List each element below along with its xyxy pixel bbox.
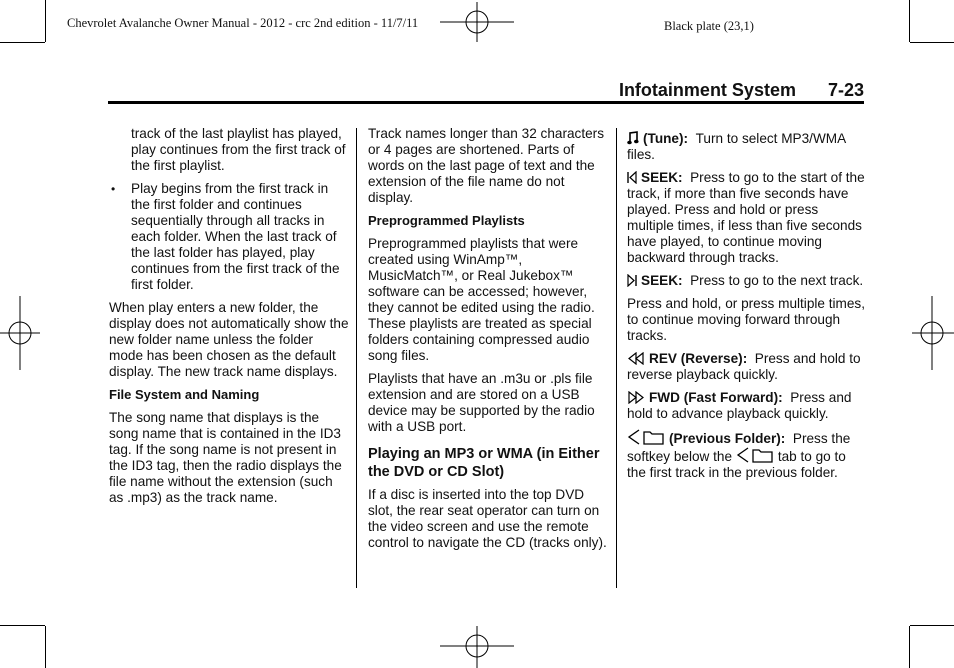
print-header-left: Chevrolet Avalanche Owner Manual - 2012 - crc 2nd edition - 11/7/11 [67,16,419,30]
crop-mark [910,625,954,626]
seek-back-label: SEEK: [641,170,683,185]
paragraph: When play enters a new folder, the display does not automatically show the new folder name unless the folder mode has been chosen as the default display. The new track name displays. [109,300,349,379]
fwd-label: FWD (Fast Forward): [649,390,783,405]
fast-forward-icon [627,391,645,404]
paragraph: track of the last playlist has played, play continues from the first track of the first playlist. [131,126,346,173]
previous-folder-icon [736,447,774,463]
crop-mark [0,42,45,43]
paragraph: The song name that displays is the song name that is contained in the ID3 tag. If the song name is not present in the ID3 tag, then the radio displays the file name without the extension (such as .mp3) as the track name. [109,410,342,505]
column-1 [109,126,349,513]
rev-label: REV (Reverse): [649,351,748,366]
rev-item [627,351,865,383]
section-heading: Playing an MP3 or WMA (in Either the DVD or CD Slot) [368,446,600,480]
fwd-item [627,390,865,422]
seek-forward-text: Press to go to the next track. [690,273,864,288]
column-divider [616,128,617,588]
subheading: File System and Naming [109,387,260,402]
title-rule [108,101,864,104]
previous-folder-text-b: tab to go to the first track in the previous folder. [627,449,846,480]
registration-mark [440,2,514,42]
seek-forward-item [627,273,865,289]
page-title [619,80,864,101]
paragraph: Track names longer than 32 characters or 4 pages are shortened. Parts of words on the last page of text and the extension of the file name do not display. [368,126,604,205]
paragraph: Preprogrammed playlists that were created using WinAmp™, MusicMatch™, or Real Jukebox™ software can be accessed; however, they cannot be edited using the radio. These playlists are treated as special folders containing compressed audio song files. [368,236,595,363]
registration-mark [440,626,514,668]
crop-mark [45,0,46,42]
previous-folder-icon [627,429,665,445]
column-divider [356,128,357,588]
bullet-mark: • [111,182,116,196]
column-3 [627,131,865,488]
column-2 [368,126,608,558]
print-header-right: Black plate (23,1) [664,19,754,33]
page-number: 7-23 [827,80,864,100]
seek-forward-icon [627,274,637,287]
paragraph: Playlists that have an .m3u or .pls file extension and are stored on a USB device may be supported by the radio with a USB port. [368,371,595,434]
crop-mark [45,626,46,668]
rewind-icon [627,352,645,365]
crop-mark [909,626,910,668]
previous-folder-label: (Previous Folder): [669,431,786,446]
seek-back-item [627,170,865,266]
registration-mark [912,296,954,370]
crop-mark [910,42,954,43]
subheading: Preprogrammed Playlists [368,213,525,228]
bullet-item [109,181,349,293]
seek-back-icon [627,171,637,184]
paragraph: Press and hold, or press multiple times, to continue moving forward through tracks. [627,296,865,343]
previous-folder-item [627,429,865,481]
crop-mark [909,0,910,42]
tune-label: (Tune): [643,131,689,146]
registration-mark [0,296,40,370]
tune-item [627,131,865,163]
rev-text: Press and hold to reverse playback quickly. [627,351,861,382]
bullet-text: Play begins from the first track in the first folder and continues sequentially through all tracks in each folder. When the last track of the last folder has played, play continues from the first track of the first folder. [131,181,340,292]
crop-mark [0,625,45,626]
seek-forward-label: SEEK: [641,273,683,288]
paragraph: If a disc is inserted into the top DVD slot, the rear seat operator can turn on the video screen and use the remote control to navigate the CD (tracks only). [368,487,607,550]
previous-folder-text-a: Press the softkey below the [627,431,851,464]
music-note-icon [627,131,639,145]
section-title: Infotainment System [618,80,796,100]
tune-text: Turn to select MP3/WMA files. [627,131,846,162]
seek-back-text: Press to go to the start of the track, if more than five seconds have played. Press and hold or press multiple times, if less than five seconds have played, to continue moving backward through tracks. [627,170,865,265]
fwd-text: Press and hold to advance playback quickly. [627,390,852,421]
